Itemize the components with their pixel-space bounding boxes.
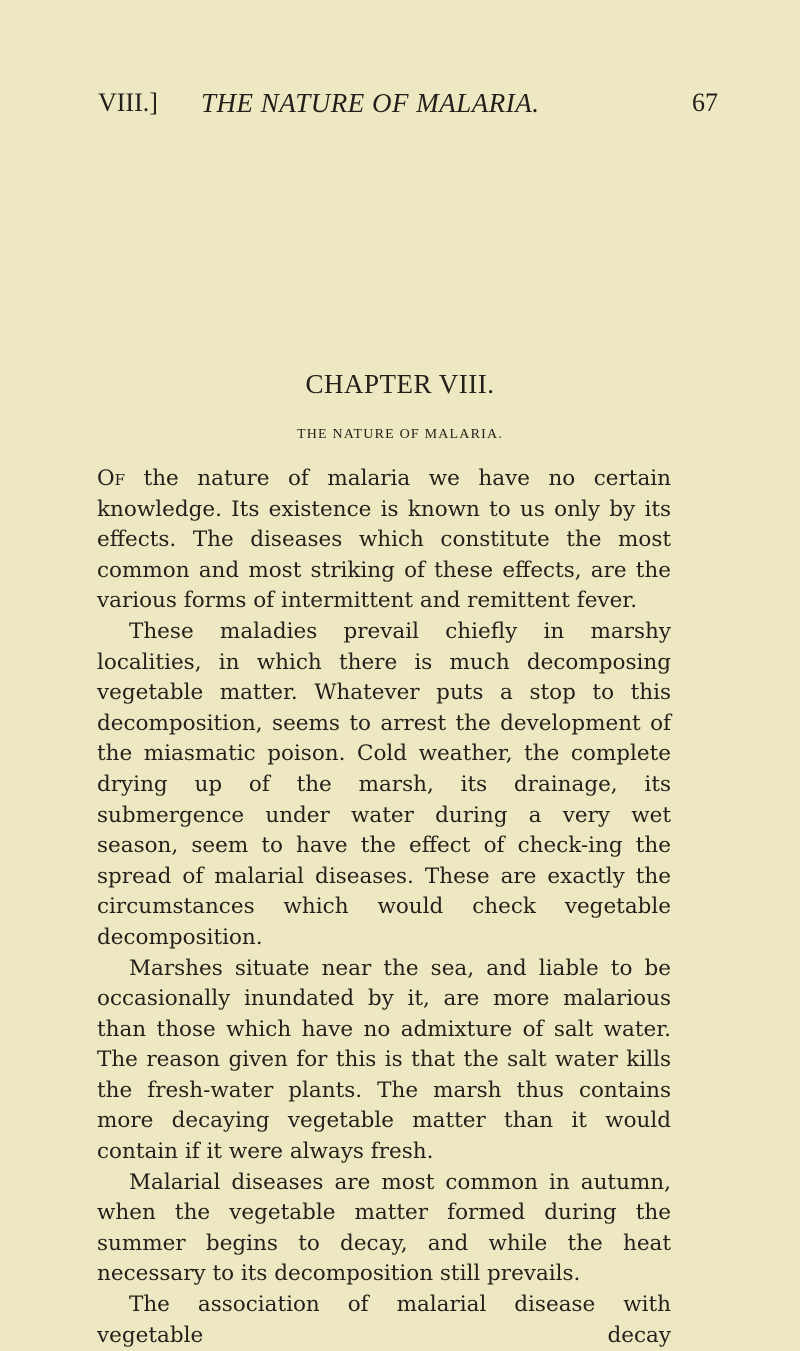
paragraph-text: Marshes situate near the sea, and liable to be occasionally inundated by it, are more malarious than those which have no admixture of salt water. The reason given for this is that the salt water kills the fresh-water plants. The marsh thus contains more decaying vegetable matter than it would contain if it were always fresh. [97,955,671,1165]
paragraph [97,1290,671,1351]
page-number: 67 [692,88,718,117]
paragraph-text: These maladies prevail chiefly in marshy localities, in which there is much decomposing vegetable matter. Whatever puts a stop to this decomposition, seems to arrest the development of the miasmatic poison. Cold weather, the complete drying up of the marsh, its drainage, its submergence under water during a very wet season, seem to have the effect of check-ing the spread of malarial diseases. These are exactly the circumstances which would check vegetable decomposition. [97,618,671,950]
paragraph [97,954,671,1168]
chapter-heading: CHAPTER VIII. [305,369,495,399]
paragraph [97,617,671,954]
running-head-section: VIII.] [98,88,158,117]
paragraph [97,464,671,617]
paragraph-text: the nature of malaria we have no certain knowledge. Its existence is known to us only by its effects. The diseases which constitute the most common and most striking of these effects, are the various forms of intermittent and remittent fever. [97,466,671,614]
running-head [98,88,718,128]
paragraph-text: The association of malarial disease with vegetable decay [97,1292,671,1348]
chapter-subheading: THE NATURE OF MALARIA. [296,427,504,442]
body-text [97,464,671,1351]
paragraph [97,1168,671,1290]
paragraph-lead-word: Of [97,466,126,491]
paragraph-text: Malarial diseases are most common in autumn, when the vegetable matter formed during the summer begins to decay, and while the heat necessary to its decomposition still prevails. [97,1169,671,1287]
running-head-title: THE NATURE OF MALARIA. [201,88,540,118]
